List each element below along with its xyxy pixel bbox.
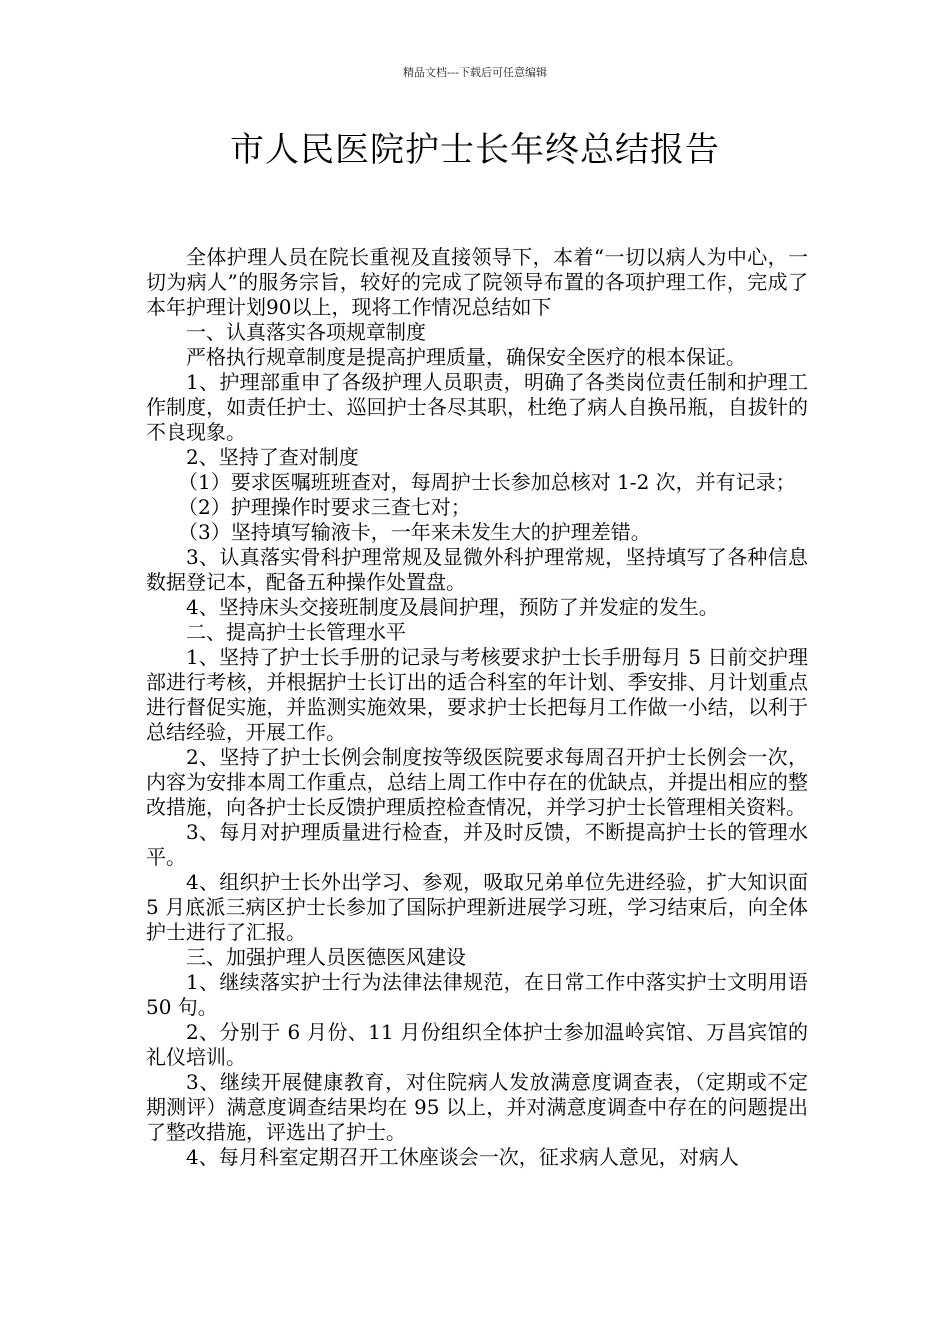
paragraph: 2、分别于 6 月份、11 月份组织全体护士参加温岭宾馆、万昌宾馆的礼仪培训。 — [146, 1020, 808, 1069]
section-heading-2: 二、提高护士长管理水平 — [186, 620, 406, 644]
paragraph: 严格执行规章制度是提高护理质量，确保安全医疗的根本保证。 — [186, 345, 746, 369]
section-heading-3: 三、加强护理人员医德医风建设 — [186, 945, 466, 969]
paragraph-intro: 全体护理人员在院长重视及直接领导下，本着“一切以病人为中心，一切为病人”的服务宗旨，较好的完成了院领导布置的各项护理工作，完成了本年护理计划90以上，现将工作情况总结如下 — [146, 245, 808, 319]
paragraph: 4、组织护士长外出学习、参观，吸取兄弟单位先进经验，扩大知识面 5 月底派三病区护士长参加了国际护理新进展学习班，学习结束后，向全体护士进行了汇报。 — [146, 870, 808, 944]
paragraph: 3、认真落实骨科护理常规及显微外科护理常规，坚持填写了各种信息数据登记本，配备五种操作处置盘。 — [146, 545, 808, 594]
paragraph: 2、坚持了护士长例会制度按等级医院要求每周召开护士长例会一次，内容为安排本周工作重点，总结上周工作中存在的优缺点，并提出相应的整改措施，向各护士长反馈护理质控检查情况，并学习护士长管理相关资料。 — [146, 745, 808, 819]
paragraph: 1、继续落实护士行为法律法律规范，在日常工作中落实护士文明用语 50 句。 — [146, 970, 808, 1019]
paragraph: 3、继续开展健康教育，对住院病人发放满意度调查表，（定期或不定期测评）满意度调查结果均在 95 以上，并对满意度调查中存在的问题提出了整改措施，评选出了护士。 — [146, 1070, 808, 1144]
paragraph: （3）坚持填写输液卡，一年来未发生大的护理差错。 — [178, 520, 651, 544]
header-note: 精品文档---下载后可任意编辑 — [403, 66, 547, 79]
paragraph: 4、坚持床头交接班制度及晨间护理，预防了并发症的发生。 — [186, 595, 719, 619]
paragraph: 4、每月科室定期召开工休座谈会一次，征求病人意见，对病人 — [186, 1145, 739, 1169]
paragraph: 1、坚持了护士长手册的记录与考核要求护士长手册每月 5 日前交护理部进行考核，并根据护士长订出的适合科室的年计划、季安排、月计划重点进行督促实施，并监测实施效果，要求护士长把每月工作做一小结，以利于总结经验，开展工作。 — [146, 645, 808, 744]
document-body — [146, 245, 808, 1170]
paragraph: 1、护理部重申了各级护理人员职责，明确了各类岗位责任制和护理工作制度，如责任护士、巡回护士各尽其职，杜绝了病人自换吊瓶，自拔针的不良现象。 — [146, 370, 808, 444]
paragraph: （2）护理操作时要求三查七对； — [178, 495, 471, 519]
document-title: 市人民医院护士长年终总结报告 — [230, 130, 720, 170]
section-heading-1: 一、认真落实各项规章制度 — [186, 320, 426, 344]
paragraph: 2、坚持了查对制度 — [186, 445, 359, 469]
paragraph: （1）要求医嘱班班查对，每周护士长参加总核对 1-2 次，并有记录； — [178, 470, 796, 494]
paragraph: 3、每月对护理质量进行检查，并及时反馈，不断提高护士长的管理水平。 — [146, 820, 808, 869]
